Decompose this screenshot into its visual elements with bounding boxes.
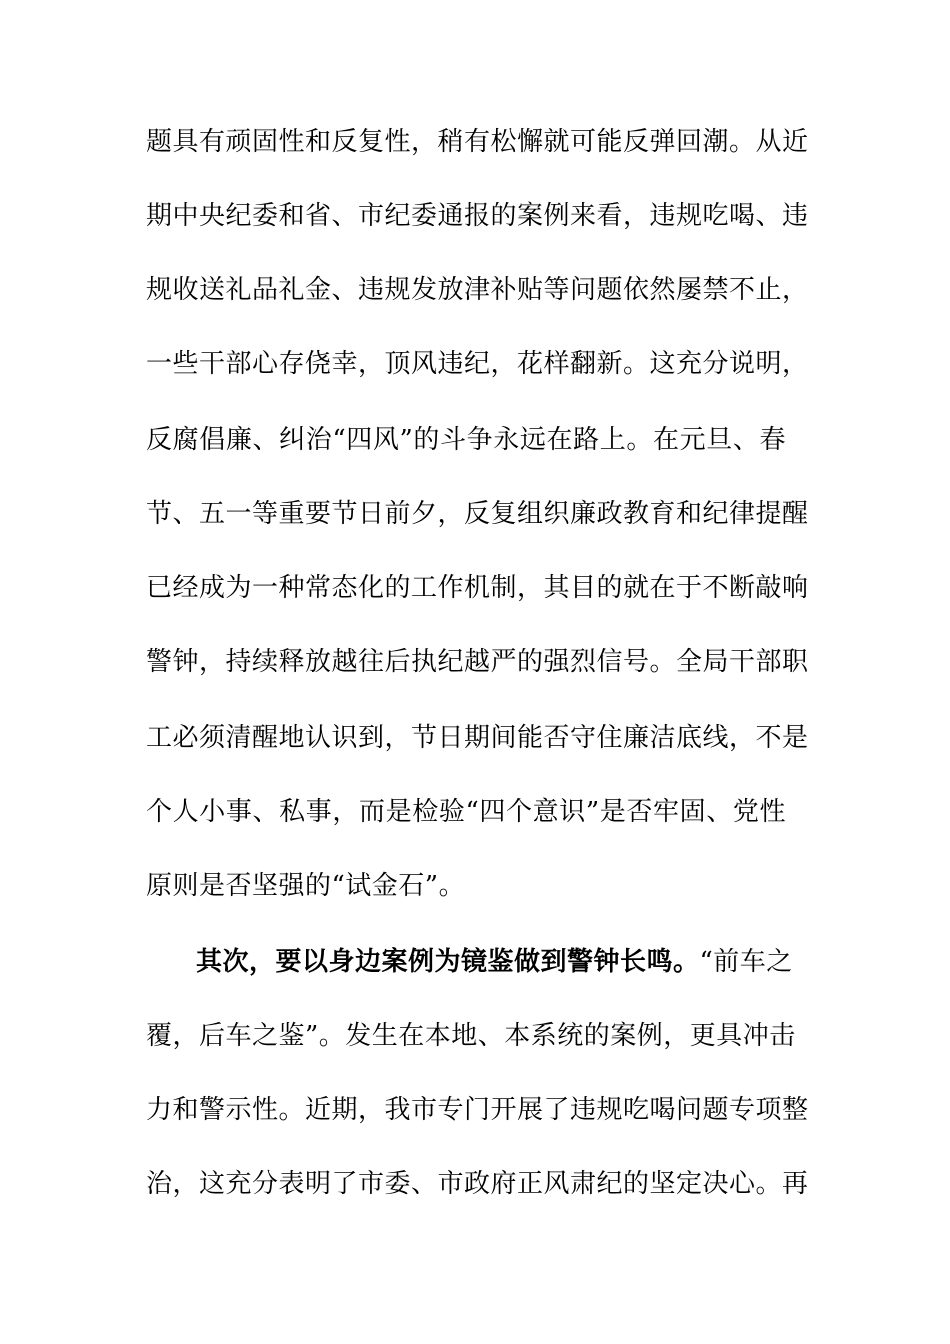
paragraph-1-line-6: 节、五一等重要节日前夕，反复组织廉政教育和纪律提醒 bbox=[146, 499, 809, 529]
paragraph-1-line-1: 题具有顽固性和反复性，稍有松懈就可能反弹回潮。从近 bbox=[146, 127, 809, 157]
paragraph-1-line-2: 期中央纪委和省、市纪委通报的案例来看，违规吃喝、违 bbox=[146, 201, 809, 231]
paragraph-1-line-9: 工必须清醒地认识到，节日期间能否守住廉洁底线，不是 bbox=[146, 723, 809, 753]
paragraph-1-line-4: 一些干部心存侥幸，顶风违纪，花样翻新。这充分说明， bbox=[146, 349, 809, 379]
paragraph-1-line-3: 规收送礼品礼金、违规发放津补贴等问题依然屡禁不止， bbox=[146, 275, 809, 305]
paragraph-2-line-1-rest: “前车之 bbox=[699, 947, 793, 977]
paragraph-1-line-7: 已经成为一种常态化的工作机制，其目的就在于不断敲响 bbox=[146, 573, 809, 603]
paragraph-1-line-10: 个人小事、私事，而是检验“四个意识”是否牢固、党性 bbox=[146, 797, 786, 827]
paragraph-2-line-3: 力和警示性。近期，我市专门开展了违规吃喝问题专项整 bbox=[146, 1095, 809, 1125]
paragraph-2-bold-lead: 其次，要以身边案例为镜鉴做到警钟长鸣。 bbox=[196, 947, 700, 977]
paragraph-1-line-5: 反腐倡廉、纠治“四风”的斗争永远在路上。在元旦、春 bbox=[146, 425, 786, 455]
paragraph-2-line-4: 治，这充分表明了市委、市政府正风肃纪的坚定决心。再 bbox=[146, 1169, 809, 1199]
paragraph-2-line-2: 覆，后车之鉴”。发生在本地、本系统的案例，更具冲击 bbox=[146, 1021, 796, 1051]
paragraph-1-line-8: 警钟，持续释放越往后执纪越严的强烈信号。全局干部职 bbox=[146, 647, 809, 677]
paragraph-1-line-11: 原则是否坚强的“试金石”。 bbox=[146, 871, 466, 901]
paragraph-2-line-1 bbox=[196, 942, 793, 982]
